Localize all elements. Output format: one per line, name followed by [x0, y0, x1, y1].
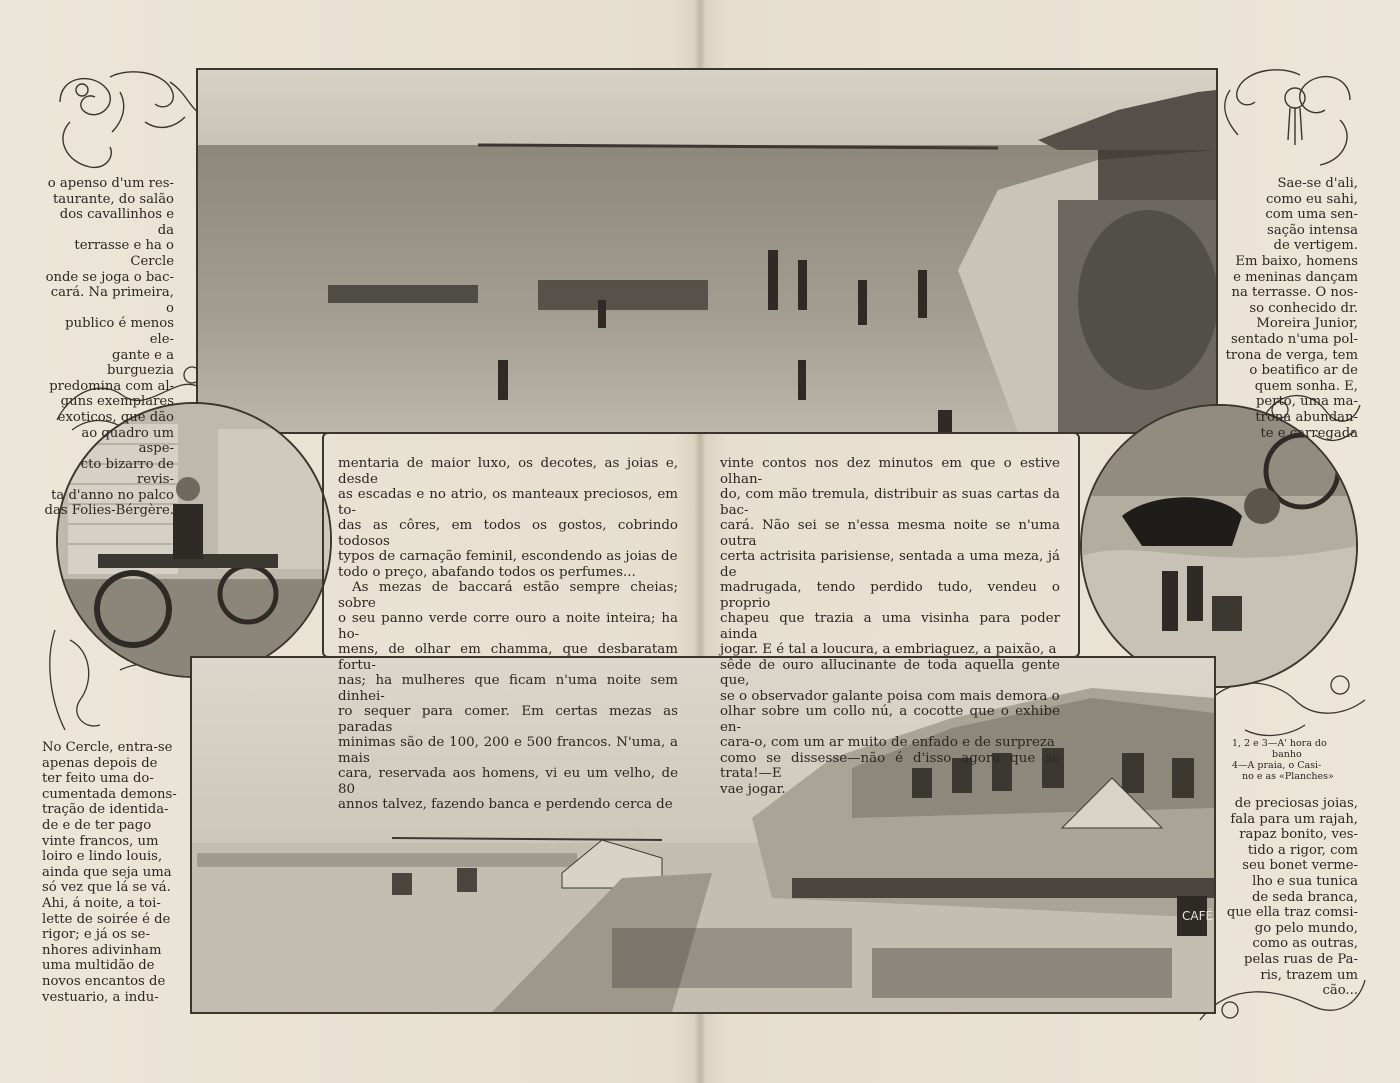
text-line: Moreira Junior,	[1256, 316, 1358, 332]
text-line: rapaz bonito, ves-	[1239, 827, 1358, 843]
text-line: se o observador galante poisa com mais demora o	[720, 688, 1060, 704]
text-line: nhores adivinham	[42, 942, 162, 958]
text-line: sação intensa	[1267, 222, 1358, 238]
text-line: cará. Não sei se n'essa mesma noite se n'uma outra	[720, 518, 1060, 549]
text-line: chapeu que trazia a uma visinha para poder ainda	[720, 611, 1060, 642]
text-line: cumentada demons-	[42, 786, 177, 802]
text-line: que ella traz comsi-	[1226, 905, 1358, 921]
text-line: apenas depois de	[42, 755, 158, 771]
text-line: pelas ruas de Pa-	[1244, 951, 1358, 967]
text-line: só vez que lá se vá.	[42, 880, 171, 896]
text-line: sentado n'uma pol-	[1230, 331, 1358, 347]
left-column-bottom	[42, 740, 178, 1005]
text-line: sêde de ouro allucinante de toda aquella gente que,	[720, 657, 1060, 688]
text-line: nas; ha mulheres que ficam n'uma noite sem dinhei-	[338, 673, 678, 704]
text-line: tração de identida-	[42, 802, 169, 818]
right-column-top	[1222, 176, 1358, 441]
text-line: todo o preço, abafando todos os perfumes...	[338, 564, 636, 580]
text-line: novos encantos de	[42, 973, 166, 989]
text-line: onde se joga o bac-	[45, 269, 174, 285]
text-line: Sae-se d'ali,	[1277, 176, 1358, 191]
text-line: gante e a burguezia	[106, 347, 174, 379]
caption-line: banho	[1272, 749, 1302, 760]
text-line: trona de verga, tem	[1225, 347, 1358, 363]
caption-line: no e as «Planches»	[1242, 771, 1334, 782]
text-line: dos cavallinhos e da	[59, 207, 174, 238]
text-line: fala para um rajah,	[1230, 811, 1358, 827]
ornament-top-right	[1210, 60, 1360, 180]
text-line: olhar sobre um collo nú, a cocotte que o exhibe en-	[720, 704, 1060, 735]
text-line: como eu sahi,	[1266, 191, 1358, 207]
text-line: cara-o, com um ar muito de enfado e de surpreza	[720, 735, 1055, 750]
text-line: cão...	[1322, 983, 1358, 999]
text-line: o seu panno verde corre ouro a noite inteira; ha ho-	[338, 611, 678, 642]
text-line: so conhecido dr.	[1249, 300, 1358, 316]
text-line: de preciosas joias,	[1234, 796, 1358, 811]
text-line: ainda que seja uma	[42, 864, 172, 880]
cafe-sign-text: CAFÉ	[1182, 909, 1214, 923]
ornament-top-left	[50, 62, 200, 182]
text-line: te e carregada	[1260, 425, 1358, 441]
text-line: o apenso d'um res-	[47, 176, 174, 191]
text-line: vinte francos, um	[42, 833, 159, 849]
text-line: lette de soirée é de	[42, 911, 171, 927]
text-line: No Cercle, entra-se	[42, 740, 173, 755]
text-line: trona abundan-	[1255, 409, 1358, 425]
text-line: na terrasse. O nos-	[1231, 285, 1358, 301]
text-line: vestuario, a indu-	[42, 989, 159, 1005]
photo-caption	[1232, 738, 1360, 782]
photo-woman-with-dog-surf	[1080, 404, 1358, 688]
text-line: seu bonet verme-	[1242, 858, 1358, 874]
text-line: taurante, do salão	[52, 191, 174, 207]
text-line: ro sequer para comer. Em certas mezas as paradas	[338, 704, 678, 735]
text-line: mentaria de maior luxo, os decotes, as joias e, desde	[338, 456, 678, 487]
text-line: e meninas dançam	[1233, 269, 1358, 285]
text-line: terrasse e ha o Cercle	[74, 238, 174, 269]
left-column-top	[42, 176, 174, 519]
right-column-bottom	[1224, 796, 1358, 999]
center-text	[338, 456, 1060, 812]
text-line: das as côres, em todos os gostos, cobrindo todosos	[338, 518, 678, 549]
text-line: madrugada, tendo perdido tudo, vendeu o proprio	[720, 580, 1060, 611]
text-line: de seda branca,	[1251, 889, 1358, 905]
text-line: certa actrisita parisiense, sentada a uma meza, já de	[720, 549, 1060, 580]
text-line: go pelo mundo,	[1254, 920, 1358, 936]
text-line: uma multidão de	[42, 958, 155, 974]
text-line: annos talvez, fazendo banca e perdendo cerca de	[338, 797, 673, 812]
text-line: Em baixo, homens	[1235, 253, 1358, 269]
text-line: com uma sen-	[1265, 207, 1358, 223]
caption-line: 4—A praia, o Casi-	[1232, 760, 1322, 771]
text-line: do, com mão tremula, distribuir as suas cartas da bac-	[720, 487, 1060, 518]
text-line: mens, de olhar em chamma, que desbaratam fortu-	[338, 642, 678, 673]
text-line: de vertigem.	[1273, 238, 1358, 254]
text-line: o beatifico ar de	[1249, 363, 1358, 379]
text-line: de e de ter pago	[42, 817, 152, 833]
text-line: Ahi, á noite, a toi-	[42, 895, 161, 911]
text-line: ris, trazem um	[1260, 967, 1358, 983]
text-line: lho e sua tunica	[1252, 873, 1358, 889]
text-line: exoticos, que dão	[57, 409, 174, 425]
text-line: das Folies-Bérgère.	[44, 503, 174, 519]
text-line: cto bizarro de revis-	[80, 456, 174, 488]
text-line: como se dissesse—não é d'isso agora que se trata!—E	[720, 750, 1060, 781]
text-line: tido a rigor, com	[1247, 842, 1358, 858]
text-line: ta d'anno no palco	[51, 487, 174, 503]
text-line: ao quadro um aspe-	[81, 425, 174, 457]
text-line: As mezas de baccará estão sempre cheias; sobre	[338, 580, 678, 611]
text-line: vae jogar.	[720, 781, 786, 797]
text-line: minimas são de 100, 200 e 500 francos. N'uma, a mais	[338, 735, 678, 766]
text-line: guns exemplares	[60, 394, 174, 410]
text-line: vinte contos nos dez minutos em que o estive olhan-	[720, 456, 1060, 487]
center-column-right	[720, 456, 1060, 797]
text-line: loiro e lindo louis,	[42, 849, 163, 865]
text-line: publico é menos ele-	[65, 316, 174, 347]
text-line: rigor; e já os se-	[42, 927, 150, 943]
text-line: ter feito uma do-	[42, 771, 154, 787]
photo-beach-bathers	[196, 68, 1218, 434]
text-line: cara, reservada aos homens, vi eu um velho, de 80	[338, 766, 678, 797]
text-line: jogar. E é tal a loucura, a embriaguez, a paixão, a	[720, 642, 1057, 657]
text-line: como as outras,	[1252, 936, 1358, 952]
text-line: predomina com al-	[49, 378, 174, 394]
center-column-left	[338, 456, 678, 812]
text-line: as escadas e no atrio, os manteaux preciosos, em to-	[338, 487, 678, 518]
caption-line: 1, 2 e 3—A' hora do	[1232, 738, 1327, 749]
text-line: cará. Na primeira, o	[50, 285, 174, 316]
text-line: typos de carnação feminil, escondendo as joias de	[338, 549, 678, 564]
text-line: perto, uma ma-	[1255, 394, 1358, 410]
text-line: quem sonha. E,	[1254, 378, 1358, 394]
